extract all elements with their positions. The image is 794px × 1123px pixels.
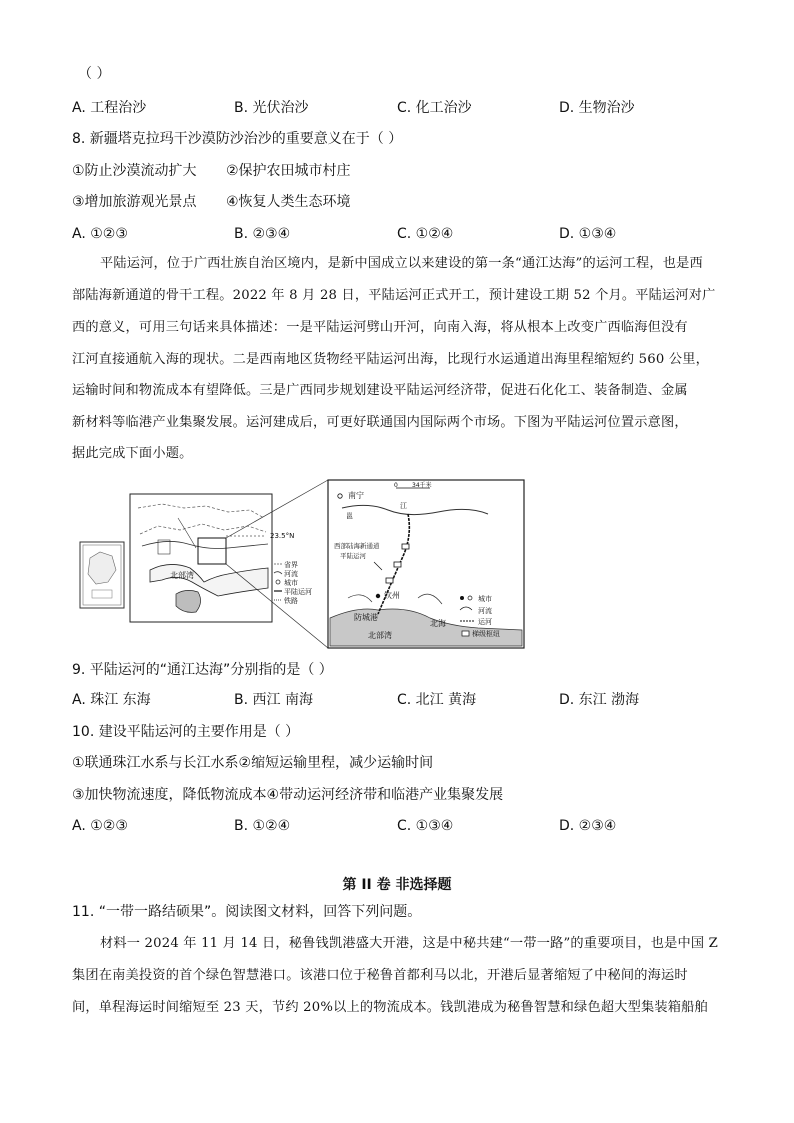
pinglu-canal-detail-map (328, 480, 524, 648)
q8-item-1: ①防止沙漠流动扩大 (72, 163, 197, 179)
q9-option-a[interactable]: A. 珠江 东海 (72, 692, 151, 708)
canal-label: 平陆运河 (340, 552, 366, 560)
passage-line: 平陆运河，位于广西壮族自治区境内，是新中国成立以来建设的第一条“通江达海”的运河工程，也是西 (100, 256, 703, 271)
legend-item: 城市 (478, 595, 492, 603)
q8-option-b[interactable]: B. ②③④ (234, 226, 291, 242)
material-line: 集团在南美投资的首个绿色智慧港口。该港口位于秘鲁首都利马以北，开港后显著缩短了中秘间的海运时 (72, 968, 688, 983)
city-beihai-label: 北海 (430, 619, 446, 628)
q8-option-c[interactable]: C. ①②④ (397, 226, 454, 242)
q10-item-line-2: ③加快物流速度，降低物流成本④带动运河经济带和临港产业集聚发展 (72, 787, 504, 803)
legend-item: 河流 (284, 570, 298, 578)
guangxi-region-map (130, 494, 312, 622)
passage-line: 部陆海新通道的骨干工程。2022 年 8 月 28 日，平陆运河正式开工，预计建设工期 52 个月。平陆运河对广 (72, 288, 716, 303)
section-title: 第 II 卷 非选择题 (342, 877, 452, 893)
city-nanning-label: 南宁 (348, 491, 364, 500)
city-qinzhou-label: 钦州 (384, 591, 400, 600)
q9-option-c[interactable]: C. 北江 黄海 (397, 692, 477, 708)
q7-option-a[interactable]: A. 工程治沙 (72, 100, 147, 116)
legend-item: 省界 (284, 561, 298, 569)
q8-option-a[interactable]: A. ①②③ (72, 226, 128, 242)
legend-item: 河流 (478, 607, 492, 615)
q10-item-line-1: ①联通珠江水系与长江水系②缩短运输里程，减少运输时间 (72, 755, 434, 771)
passage-line: 江河直接通航入海的现状。二是西南地区货物经平陆运河出海，比现行水运通道出海里程缩短约 560 公里， (72, 352, 709, 367)
legend-item: 铁路 (284, 597, 298, 605)
river-label: 江 (400, 502, 407, 510)
port-fangchenggang-label: 防城港 (354, 613, 378, 622)
q9-stem: 9. 平陆运河的“通江达海”分别指的是（ ） (72, 662, 333, 678)
q10-stem: 10. 建设平陆运河的主要作用是（ ） (72, 724, 300, 740)
legend-item: 城市 (284, 579, 298, 587)
q8-stem: 8. 新疆塔克拉玛干沙漠防沙治沙的重要意义在于（ ） (72, 131, 403, 147)
q10-option-c[interactable]: C. ①③④ (397, 818, 454, 834)
q11-stem: 11. “一带一路结硕果”。阅读图文材料，回答下列问题。 (72, 904, 422, 920)
legend-item: 梯级枢纽 (472, 630, 500, 638)
q9-option-d[interactable]: D. 东江 渤海 (559, 692, 640, 708)
q7-option-c[interactable]: C. 化工治沙 (397, 100, 472, 116)
passage-line: 据此完成下面小题。 (72, 446, 193, 461)
left-bay-label: 北部湾 (170, 571, 194, 580)
pinglu-canal-map (78, 478, 530, 650)
latitude-label: 23.5°N (270, 532, 295, 540)
q10-option-d[interactable]: D. ②③④ (559, 818, 617, 834)
river-label: 邕 (346, 512, 353, 520)
corridor-label: 西部陆海新通道 (334, 542, 380, 550)
q8-item-4: ④恢复人类生态环境 (226, 194, 351, 210)
q7-option-b[interactable]: B. 光伏治沙 (234, 100, 309, 116)
bay-label: 北部湾 (368, 631, 392, 640)
q7-option-d[interactable]: D. 生物治沙 (559, 100, 635, 116)
q7-stem-tail: （ ） (78, 66, 111, 82)
scale-label: 34千米 (412, 482, 432, 489)
legend-item: 平陆运河 (284, 588, 312, 596)
q8-item-2: ②保护农田城市村庄 (226, 163, 351, 179)
inset-map-china (80, 542, 124, 608)
q10-option-b[interactable]: B. ①②④ (234, 818, 291, 834)
material-line: 间，单程海运时间缩短至 23 天，节约 20%以上的物流成本。钱凯港成为秘鲁智慧和绿色超大型集装箱船舶 (72, 1000, 708, 1015)
q8-item-3: ③增加旅游观光景点 (72, 194, 197, 210)
passage-line: 运输时间和物流成本有望降低。三是广西同步规划建设平陆运河经济带，促进石化化工、装备制造、金属 (72, 383, 688, 398)
material-line: 材料一 2024 年 11 月 14 日，秘鲁钱凯港盛大开港，这是中秘共建“一带一路”的重要项目，也是中国 Z (100, 936, 719, 951)
q10-option-a[interactable]: A. ①②③ (72, 818, 128, 834)
passage-line: 新材料等临港产业集聚发展。运河建成后，可更好联通国内国际两个市场。下图为平陆运河位置示意图， (72, 415, 688, 430)
legend-item: 运河 (478, 618, 492, 626)
scale-zero-label: 0 (394, 482, 398, 489)
q9-option-b[interactable]: B. 西江 南海 (234, 692, 313, 708)
q8-option-d[interactable]: D. ①③④ (559, 226, 617, 242)
passage-line: 西的意义，可用三句话来具体描述：一是平陆运河劈山开河，向南入海，将从根本上改变广西临海但没有 (72, 320, 688, 335)
